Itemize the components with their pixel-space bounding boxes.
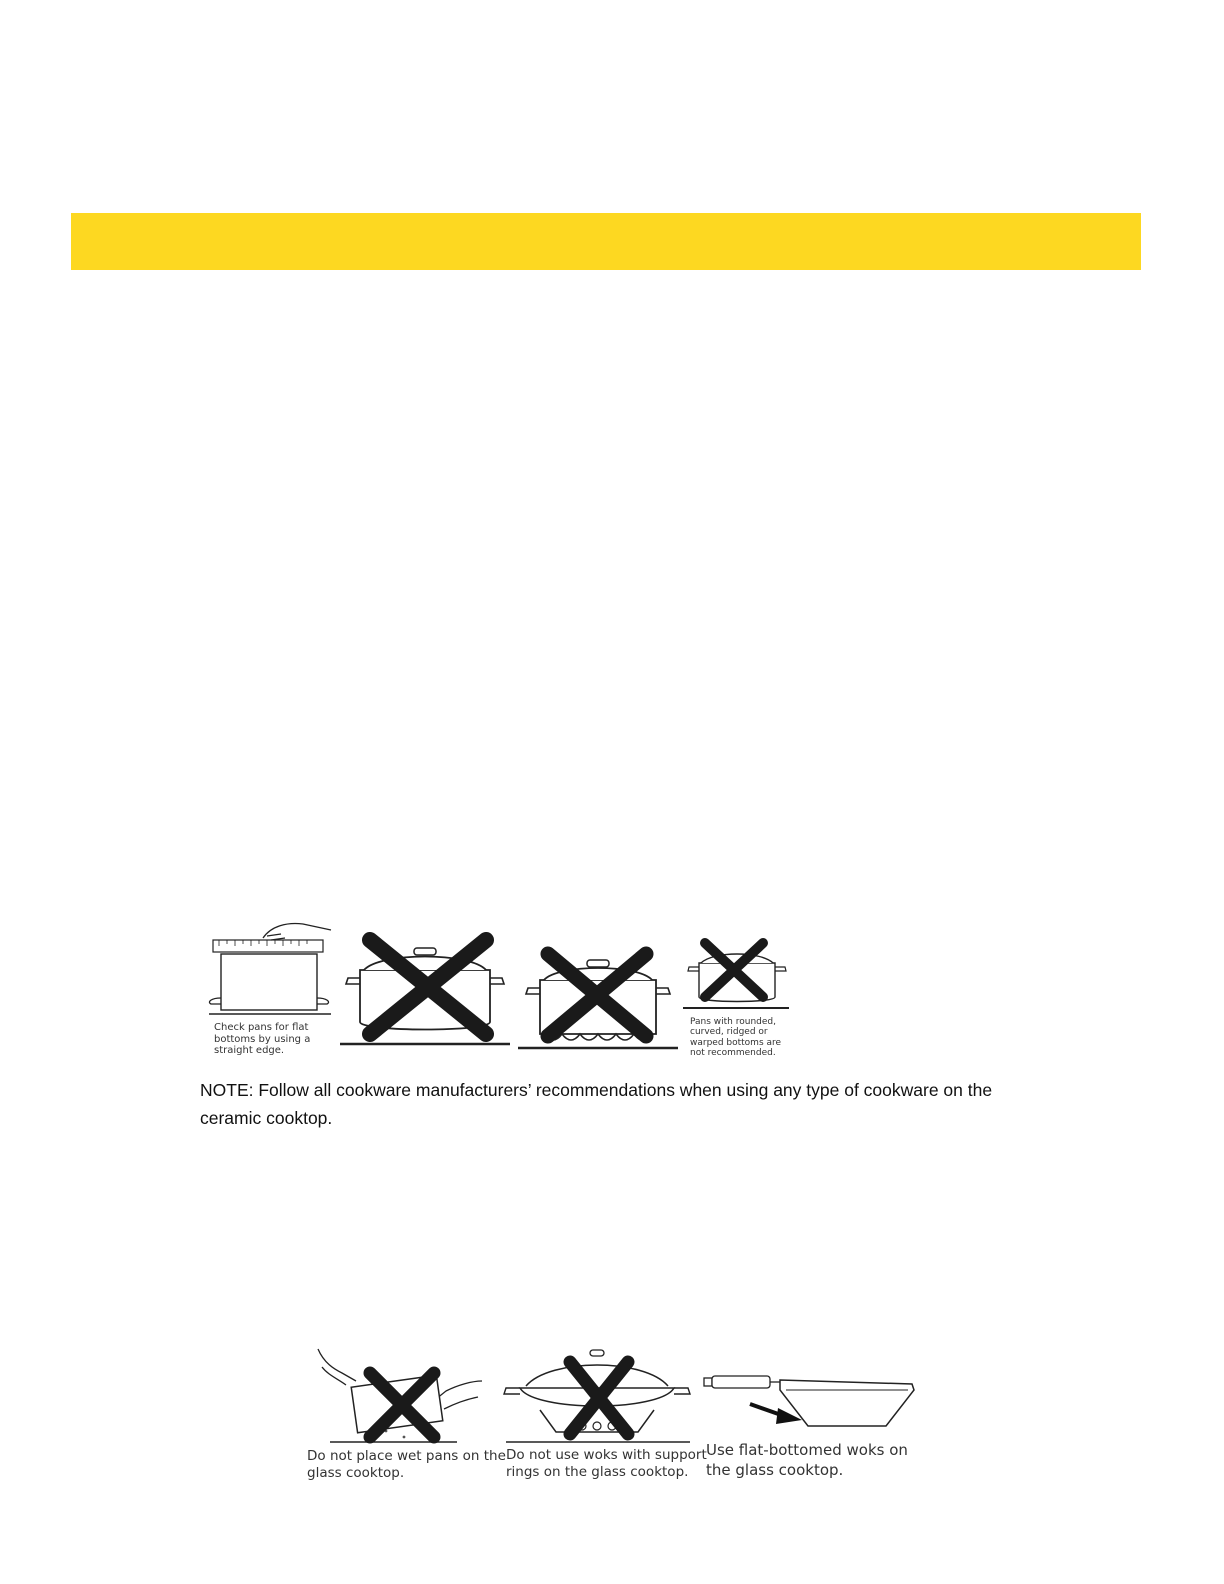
woks-rings-caption: Do not use woks with support rings on the glass cooktop.	[506, 1447, 707, 1480]
warped-pot-crossed-illustration	[340, 930, 510, 1050]
cookware-note: NOTE: Follow all cookware manufacturers’ recommendations when using any type of cookware on the ceramic cooktop.	[200, 1080, 993, 1128]
straight-edge-caption: Check pans for flat bottoms by using a straight edge.	[214, 1022, 311, 1056]
ridged-pot-crossed-illustration	[518, 940, 678, 1052]
curved-pot-crossed-illustration	[683, 935, 791, 1013]
section-header-band	[71, 213, 1141, 270]
wet-pans-caption: Do not place wet pans on the glass cooktop.	[307, 1448, 506, 1481]
wok-ring-crossed-illustration	[500, 1350, 695, 1445]
flat-woks-caption: Use flat-bottomed woks on the glass cooktop.	[706, 1441, 908, 1479]
flat-bottom-wok-illustration	[702, 1372, 917, 1432]
straight-edge-check-illustration	[205, 918, 335, 1023]
wet-pan-crossed-illustration	[312, 1345, 487, 1445]
rounded-bottoms-caption: Pans with rounded, curved, ridged or warped bottoms are not recommended.	[690, 1017, 782, 1059]
